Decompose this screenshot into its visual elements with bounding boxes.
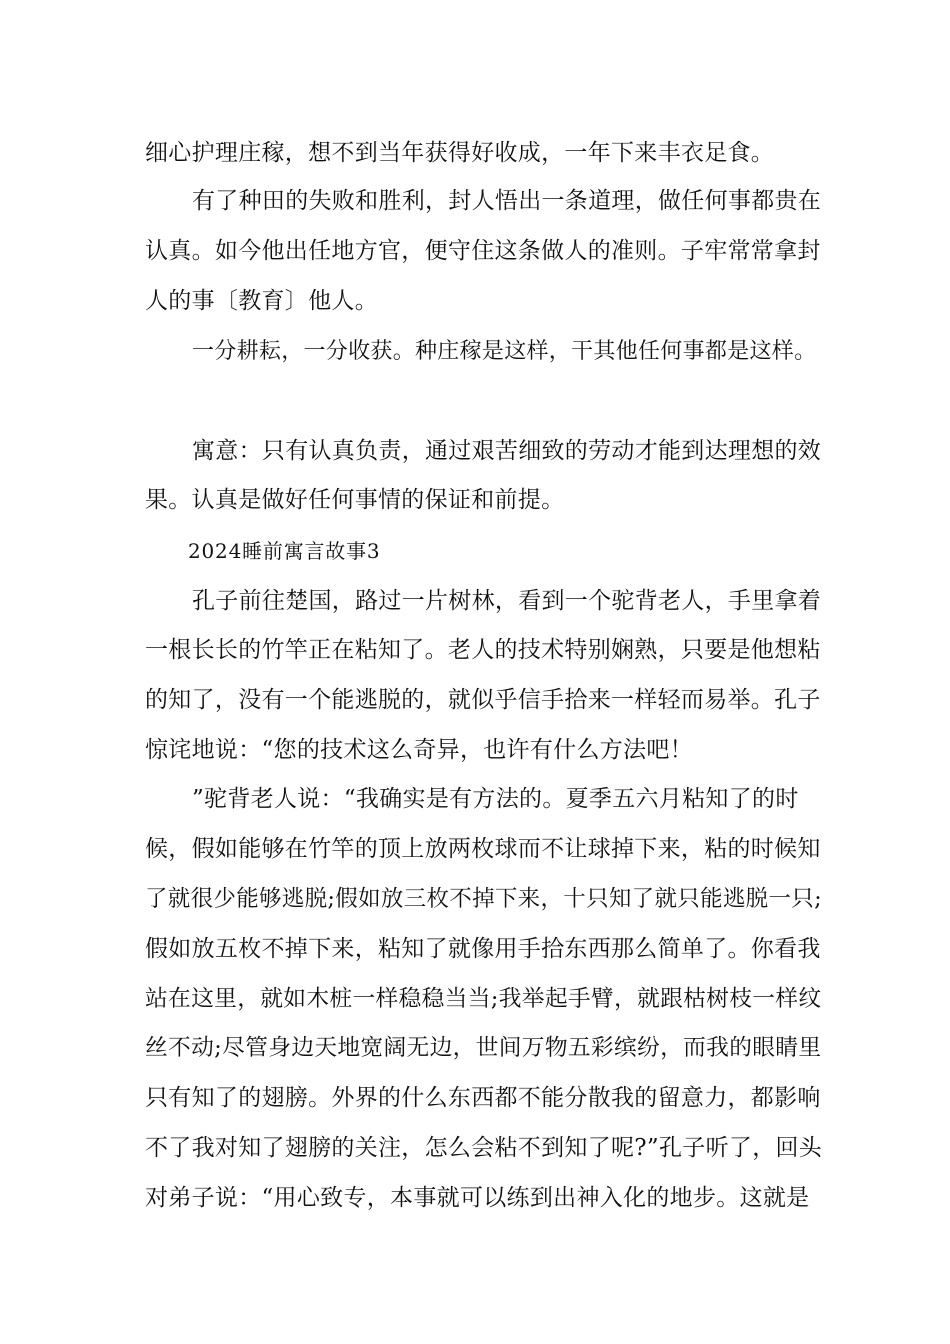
text-line: 一分耕耘，一分收获。种庄稼是这样，干其他任何事都是这样。: [192, 339, 817, 364]
text-line: 了就很少能够逃脱;假如放三枚不掉下来，十只知了就只能逃脱一只;: [145, 886, 822, 912]
section-heading: 2024睡前寓言故事3: [188, 539, 381, 563]
text-line: 寓意：只有认真负责，通过艰苦细致的劳动才能到达理想的效: [192, 438, 822, 464]
text-line: 丝不动;尽管身边天地宽阔无边，世间万物五彩缤纷，而我的眼睛里: [145, 1035, 822, 1061]
text-line: 惊诧地说：“您的技术这么奇异，也许有什么方法吧！: [145, 737, 693, 763]
text-line: 站在这里，就如木桩一样稳稳当当;我举起手臂，就跟枯树枝一样纹: [145, 986, 822, 1012]
text-line: 假如放五枚不掉下来，粘知了就像用手拾东西那么简单了。你看我: [145, 936, 821, 962]
text-line: 一根长长的竹竿正在粘知了。老人的技术特别娴熟，只要是他想粘: [145, 637, 821, 663]
text-line: 不了我对知了翅膀的关注，怎么会粘不到知了呢?”孔子听了，回头: [145, 1135, 823, 1161]
text-line: 果。认真是做好任何事情的保证和前提。: [145, 487, 565, 513]
text-line: 只有知了的翅膀。外界的什么东西都不能分散我的留意力，都影响: [145, 1085, 821, 1111]
text-line: 候，假如能够在竹竿的顶上放两枚球而不让球掉下来，粘的时候知: [145, 836, 821, 862]
text-line: 人的事〔教育〕他人。: [145, 288, 378, 314]
text-line: 认真。如今他出任地方官，便守住这条做人的准则。子牢常常拿封: [145, 238, 821, 264]
text-line: 孔子前往楚国，路过一片树林，看到一个驼背老人，手里拿着: [192, 588, 822, 614]
text-line: 对弟子说：“用心致专，本事就可以练到出神入化的地步。这就是: [145, 1185, 810, 1211]
text-line: 有了种田的失败和胜利，封人悟出一条道理，做任何事都贵在: [192, 188, 822, 214]
text-line: 细心护理庄稼，想不到当年获得好收成，一年下来丰衣足食。: [145, 140, 775, 166]
text-line: 的知了，没有一个能逃脱的，就似乎信手拾来一样轻而易举。孔子: [145, 687, 821, 713]
text-line: ”驼背老人说：“我确实是有方法的。夏季五六月粘知了的时: [192, 786, 799, 812]
